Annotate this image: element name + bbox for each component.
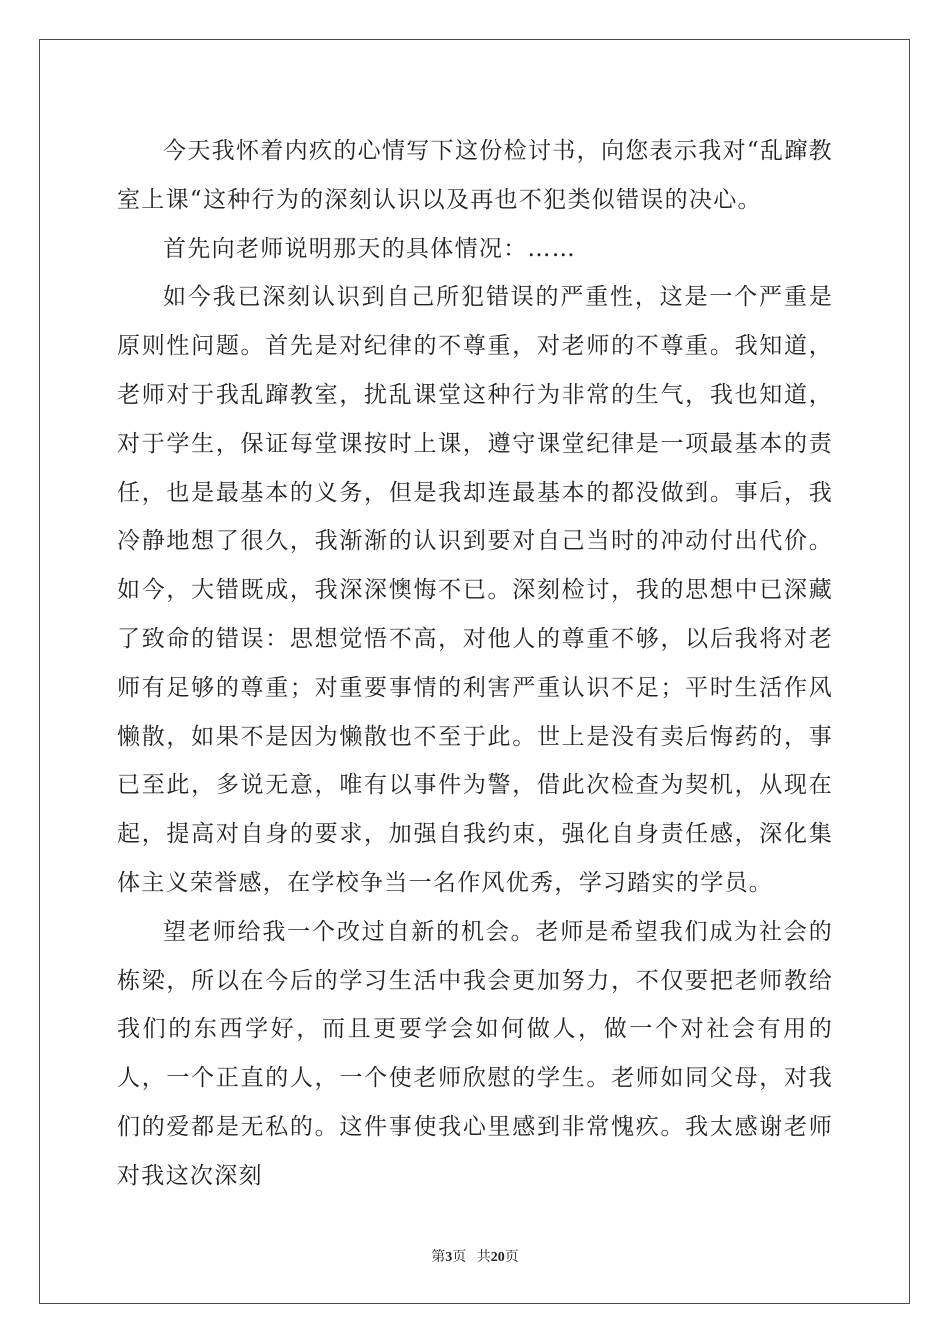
paragraph-situation: 首先向老师说明那天的具体情况：…… bbox=[163, 235, 577, 262]
paragraph-reflection: 如今我已深刻认识到自己所犯错误的严重性，这是一个严重是原则性问题。首先是对纪律的不尊重，对老师的不尊重。我知道，老师对于我乱蹿教室，扰乱课堂这种行为非常的生气，我也知道，对于学生，保证每堂课按时上课，遵守课堂纪律是一项最基本的责任，也是最基本的义务，但是我却连最基本的都没做到。事后，我冷静地想了很久，我渐渐的认识到要对自己当时的冲动付出代价。如今，大错既成，我深深懊悔不已。深刻检讨，我的思想中已深藏了致命的错误：思想觉悟不高，对他人的尊重不够，以后我将对老师有足够的尊重；对重要事情的利害严重认识不足；平时生活作风懒散，如果不是因为懒散也不至于此。世上是没有卖后悔药的，事已至此，多说无意，唯有以事件为警，借此次检查为契机，从现在起，提高对自身的要求，加强自我约束，强化自身责任感，深化集体主义荣誉感，在学校争当一名作风优秀，学习踏实的学员。 bbox=[117, 284, 833, 896]
page-number: 3 bbox=[445, 1250, 453, 1265]
page-footer bbox=[0, 1246, 950, 1266]
page-suffix: 页 bbox=[452, 1250, 467, 1265]
total-pages: 20 bbox=[490, 1250, 505, 1265]
page-prefix: 第 bbox=[431, 1250, 446, 1265]
paragraph-intro: 今天我怀着内疚的心情写下这份检讨书，向您表示我对“乱蹿教室上课“这种行为的深刻认识以及再也不犯类似错误的决心。 bbox=[117, 138, 833, 213]
document-body bbox=[117, 127, 833, 1201]
total-prefix: 共 bbox=[476, 1250, 491, 1265]
total-suffix: 页 bbox=[504, 1250, 519, 1265]
paragraph-request: 望老师给我一个改过自新的机会。老师是希望我们成为社会的栋梁，所以在今后的学习生活中我会更加努力，不仅要把老师教给我们的东西学好，而且更要学会如何做人，做一个对社会有用的人，一个正直的人，一个使老师欣慰的学生。老师如同父母，对我们的爱都是无私的。这件事使我心里感到非常愧疚。我太感谢老师对我这次深刻 bbox=[117, 918, 833, 1189]
